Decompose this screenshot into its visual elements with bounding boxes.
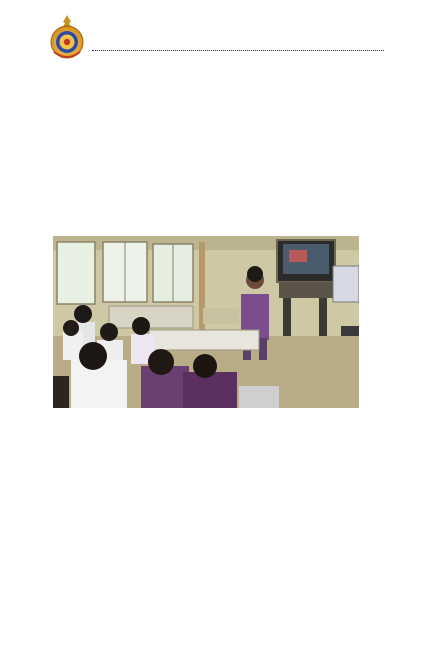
classroom-photo: [53, 236, 359, 408]
classroom-photo-image: [53, 236, 359, 408]
page-header: [48, 14, 388, 64]
institution-emblem-icon: [48, 14, 86, 60]
header-divider: [92, 50, 384, 51]
